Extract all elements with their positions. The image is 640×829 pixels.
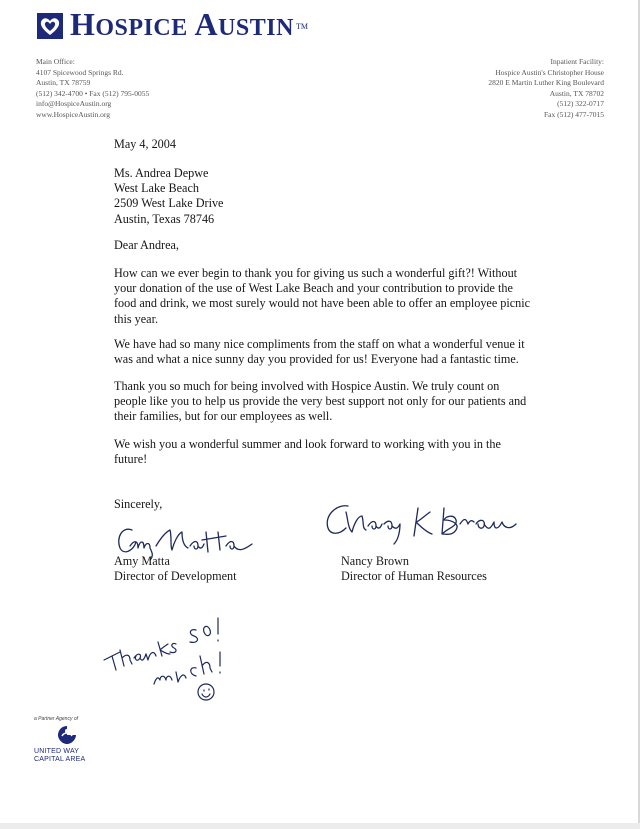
address-line: Austin, TX 78759	[36, 78, 91, 87]
address-line: (512) 322-0717	[557, 99, 604, 108]
address-line: Fax (512) 477-7015	[544, 109, 604, 119]
united-way-hand-icon	[56, 724, 78, 746]
hospice-austin-logo	[36, 8, 308, 44]
address-line: 4107 Spicewood Springs Rd.	[36, 67, 124, 77]
recipient-line: Austin, Texas 78746	[114, 211, 215, 226]
scan-edge-bottom	[0, 823, 640, 829]
united-way-logo	[34, 716, 104, 764]
address-line: (512) 342-4700 • Fax (512) 795-0055	[36, 88, 150, 98]
recipient-line: 2509 West Lake Drive	[114, 196, 224, 211]
signer-amy	[114, 554, 237, 584]
letter-date: May 4, 2004	[114, 137, 176, 151]
united-way-region: CAPITAL AREA	[34, 756, 86, 763]
text-line: was and what a nice sunny day you provided for us! Everyone had a fantastic time.	[114, 352, 519, 367]
inpatient-facility-address	[488, 57, 604, 120]
handwritten-thanks-note	[100, 608, 240, 708]
text-line: Thank you so much for being involved with Hospice Austin. We truly count on	[114, 379, 500, 393]
website-link[interactable]: www.HospiceAustin.org	[36, 109, 110, 119]
address-line: Hospice Austin's Christopher House	[495, 67, 604, 77]
address-line: 2820 E Martin Luther King Boulevard	[488, 78, 604, 87]
partner-agency-line: a Partner Agency of	[34, 716, 79, 722]
paragraph-3	[114, 379, 554, 425]
trademark-mark: TM	[295, 21, 308, 31]
salutation: Dear Andrea,	[114, 238, 179, 252]
address-line: Inpatient Facility:	[550, 57, 604, 66]
paragraph-1	[114, 266, 554, 327]
signer-name: Amy Matta	[114, 554, 170, 568]
text-line: We have had so many nice compliments from the staff on what a wonderful venue it	[114, 337, 525, 351]
recipient-block	[114, 166, 223, 227]
signer-title: Director of Development	[114, 569, 237, 584]
text-line: people like you to help us provide the very best support not only for our patients and	[114, 394, 527, 409]
text-line: their families, but for our employees as well.	[114, 409, 333, 424]
text-line: We wish you a wonderful summer and look forward to working with you in the	[114, 437, 501, 451]
closing: Sincerely,	[114, 497, 163, 511]
text-line: food and drink, we most surely would not have been able to offer an employee picnic	[114, 296, 531, 311]
address-line: Austin, TX 78702	[549, 88, 604, 98]
signer-title: Director of Human Resources	[341, 569, 487, 584]
text-line: How can we ever begin to thank you for giving us such a wonderful gift?! Without	[114, 266, 518, 280]
signer-nancy	[341, 554, 487, 584]
recipient-line: West Lake Beach	[114, 181, 199, 196]
united-way-name: UNITED WAY	[34, 748, 80, 755]
address-line: Main Office:	[36, 57, 75, 66]
text-line: this year.	[114, 311, 159, 326]
text-line: future!	[114, 452, 148, 467]
signature-nancy-brown	[318, 498, 528, 548]
paragraph-4	[114, 437, 554, 467]
org-name: HOSPICE AUSTIN	[70, 6, 294, 42]
heart-logo-icon	[36, 12, 64, 40]
recipient-line: Ms. Andrea Depwe	[114, 166, 209, 180]
signer-name: Nancy Brown	[341, 554, 410, 568]
main-office-address	[36, 57, 149, 120]
paragraph-2	[114, 337, 554, 367]
email-link[interactable]: info@HospiceAustin.org	[36, 99, 112, 108]
text-line: your donation of the use of West Lake Beach and your contribution to provide the	[114, 281, 513, 296]
